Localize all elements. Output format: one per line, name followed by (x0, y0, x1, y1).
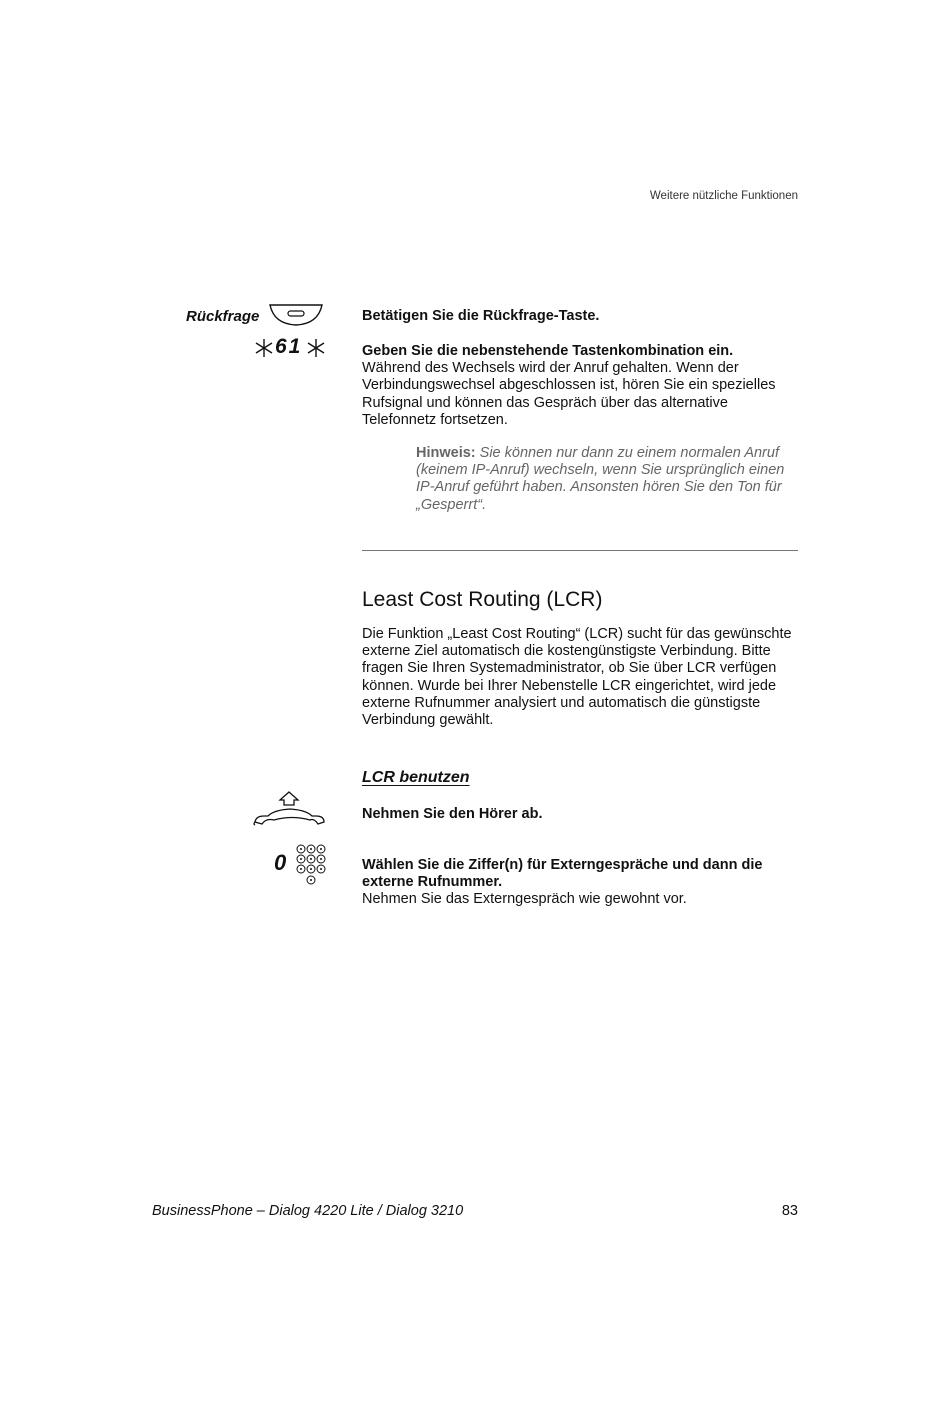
lcr-intro-line-3: fragen Sie Ihren Systemadministrator, ob Sie über LCR verfügen (362, 660, 777, 677)
note-line-1: Sie können nur dann zu einem normalen Anruf (475, 445, 779, 461)
step-dial-external-text: Nehmen Sie das Externgespräch wie gewohnt vor. (362, 891, 687, 908)
note-label: Hinweis: (416, 445, 476, 461)
step-enter-code-line-4: Telefonnetz fortsetzen. (362, 411, 508, 428)
lcr-intro-line-2: externe Ziel automatisch die kostengünstigste Verbindung. Bitte (362, 643, 771, 660)
step-enter-code (362, 343, 802, 429)
handset-lift-icon (252, 790, 328, 826)
digit-zero: 0 (274, 850, 287, 875)
lcr-intro-line-5: externe Rufnummer analysiert und automatisch die günstigste (362, 694, 761, 711)
lcr-intro-line-6: Verbindung gewählt. (362, 712, 494, 729)
step-lift-handset: Nehmen Sie den Hörer ab. (362, 806, 543, 822)
ruckfrage-label: Rückfrage (186, 308, 260, 325)
step-enter-code-line-1: Während des Wechsels wird der Anruf gehalten. Wenn der (362, 360, 739, 377)
note-line-2: (keinem IP-Anruf) wechseln, wenn Sie ursprünglich einen (416, 462, 785, 479)
lcr-intro-line-1: Die Funktion „Least Cost Routing“ (LCR) sucht für das gewünschte (362, 626, 792, 642)
step-enter-code-line-3: Rufsignal und können das Gespräch über das alternative (362, 394, 728, 411)
step-dial-external (362, 857, 812, 909)
lcr-intro (362, 626, 812, 729)
footer-product: BusinessPhone – Dialog 4220 Lite / Dialog 3210 (152, 1203, 464, 1219)
lcr-intro-line-4: können. Wurde bei Ihrer Nebenstelle LCR eingerichtet, wird jede (362, 677, 777, 694)
step-press-ruckfrage: Betätigen Sie die Rückfrage-Taste. (362, 308, 600, 324)
running-header: Weitere nützliche Funktionen (649, 190, 798, 202)
ruckfrage-key-icon (268, 302, 324, 328)
note-line-3: IP-Anruf geführt haben. Ansonsten hören Sie den Ton für (416, 479, 782, 496)
step-enter-code-line-2: Verbindungswechsel abgeschlossen ist, hören Sie ein spezielles (362, 377, 776, 394)
section-title-lcr: Least Cost Routing (LCR) (362, 588, 603, 611)
keypad-icon (296, 844, 326, 888)
footer-page-number: 83 (781, 1203, 798, 1219)
step-enter-code-title: Geben Sie die nebenstehende Tastenkombination ein. (362, 343, 734, 359)
note-hinweis (416, 445, 806, 514)
code-digits: 61 (275, 335, 303, 358)
step-dial-external-line-2: externe Rufnummer. (362, 874, 503, 891)
step-dial-external-line-1: Wählen Sie die Ziffer(n) für Externgespräche und dann die (362, 857, 763, 873)
section-divider (362, 550, 798, 551)
subsection-title-lcr-benutzen: LCR benutzen (362, 769, 470, 786)
note-line-4: „Gesperrt“. (416, 496, 487, 513)
